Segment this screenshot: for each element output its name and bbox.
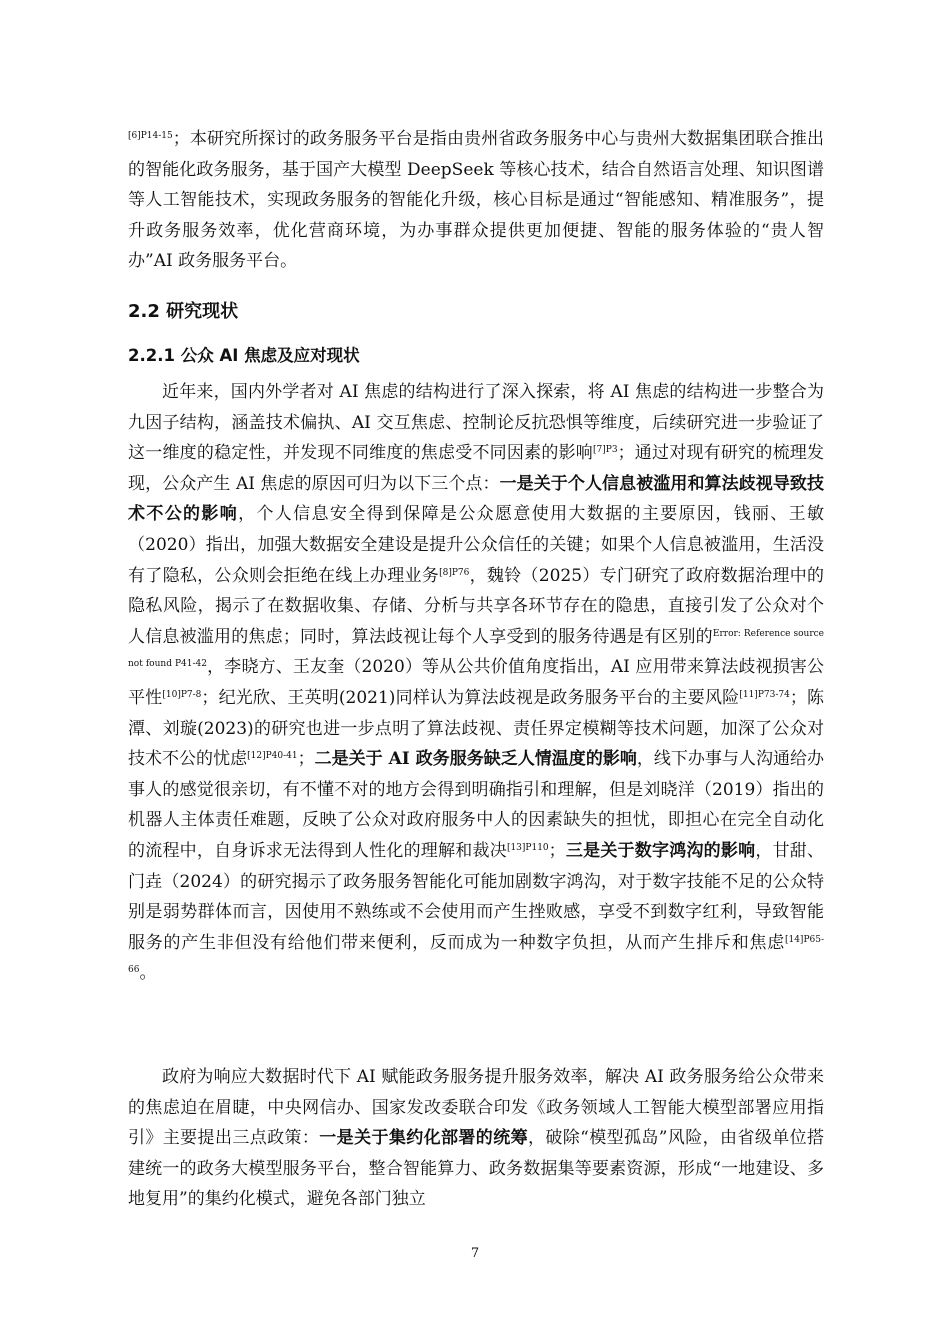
page-number: 7: [470, 1246, 480, 1261]
text-run: ；纪光欣、王英明(2021)同样认为算法歧视是政务服务平台的主要风险: [201, 687, 740, 708]
text-run: ，李晓方、王友奎（2020）等从公共价值角度指出，AI 应用带来算法歧视损害公平性: [128, 657, 824, 708]
intro-paragraph: [128, 124, 824, 277]
text-run: 近年来，国内外学者对 AI 焦虑的结构进行了深入探索，将 AI 焦虑的结构进一步整合为九因子结构，涵盖技术偏执、AI 交互焦虑、控制论反抗恐惧等维度，后续研究进一步验证了这一维度的稳定性，并发现不同维度的焦虑受不同因素的影响: [128, 382, 824, 464]
section-heading: 2.2 研究现状: [128, 301, 239, 322]
citation-error: Error: Reference source not found P41-42: [128, 628, 824, 670]
text-run: ；: [548, 840, 566, 861]
text-run: ，甘甜、门垚（2024）的研究揭示了政务服务智能化可能加剧数字鸿沟，对于数字技能不足的公众特别是弱势群体而言，因使用不熟练或不会使用而产生挫败感，享受不到数字红利，导致智能服务的产生非但没有给他们带来便利，反而成为一种数字负担，从而产生排斥和焦虑: [128, 840, 825, 953]
citation: [8]P76: [439, 567, 470, 578]
emphasis-policy-1: 一是关于集约化部署的统筹: [319, 1128, 528, 1149]
text-run: 。: [139, 963, 157, 984]
emphasis-point-2: 二是关于 AI 政务服务缺乏人情温度的影响: [314, 749, 637, 770]
citation: [10]P7-8: [162, 689, 202, 700]
citation: [14]P65-66: [128, 934, 824, 976]
emphasis-point-3: 三是关于数字鸿沟的影响: [565, 840, 756, 861]
text-run: ；通过对现有研究的梳理发现，公众产生 AI 焦虑的原因可归为以下三个点：: [128, 443, 825, 494]
text-run: ；: [297, 749, 315, 770]
subsection-heading: 2.2.1 公众 AI 焦虑及应对现状: [128, 346, 360, 365]
citation: [7]P3: [593, 445, 618, 456]
intro-text: ；本研究所探讨的政务服务平台是指由贵州省政务服务中心与贵州大数据集团联合推出的智能化政务服务，基于国产大模型 DeepSeek 等核心技术，结合自然语言处理、知识图谱等人工智能技术，实现政务服务的智能化升级，核心目标是通过“智能感知、精准服务”，提升政务服务效率，优化营商环境，为办事群众提供更加便捷、智能的服务体验的“贵人智办”AI 政务服务平台。: [128, 129, 824, 272]
text-run: ；陈潭、刘璇(2023)的研究也进一步点明了算法歧视、责任界定模糊等技术问题，加深了公众对技术不公的忧虑: [128, 687, 825, 770]
citation: [6]P14-15: [128, 131, 173, 141]
body-paragraph-2: [128, 1062, 824, 1215]
body-paragraph-1: [128, 377, 824, 989]
emphasis-point-1: 一是关于个人信息被滥用和算法歧视导致技术不公的影响: [128, 473, 824, 525]
text-run: ，个人信息安全得到保障是公众愿意使用大数据的主要原因，钱丽、王敏（2020）指出，加强大数据安全建设是提升公众信任的关键；如果个人信息被滥用，生活没有了隐私，公众则会拒绝在线上办理业务: [128, 504, 824, 586]
citation: [13]P110: [506, 842, 549, 853]
citation: [11]P73-74: [739, 689, 790, 700]
text-run: 政府为响应大数据时代下 AI 赋能政务服务提升服务效率，解决 AI 政务服务给公众带来的焦虑迫在眉睫，中央网信办、国家发改委联合印发《政务领域人工智能大模型部署应用指引》主要提出三点政策：: [128, 1067, 824, 1149]
text-run: ，线下办事与人沟通给办事人的感觉很亲切，有不懂不对的地方会得到明确指引和理解，但是刘晓洋（2019）指出的机器人主体责任难题，反映了公众对政府服务中人的因素缺失的担忧，即担心在完全自动化的流程中，自身诉求无法得到人性化的理解和裁决: [128, 749, 825, 861]
text-run: ，破除“模型孤岛”风险，由省级单位搭建统一的政务大模型服务平台，整合智能算力、政务数据集等要素资源，形成“一地建设、多地复用”的集约化模式，避免各部门独立: [128, 1128, 824, 1210]
citation: [12]P40-41: [247, 751, 298, 762]
text-run: ，魏铃（2025）专门研究了政府数据治理中的隐私风险，揭示了在数据收集、存储、分析与共享各环节存在的隐患，直接引发了公众对个人信息被滥用的焦虑；同时，算法歧视让每个人享受到的服务待遇是有区别的: [128, 565, 824, 647]
